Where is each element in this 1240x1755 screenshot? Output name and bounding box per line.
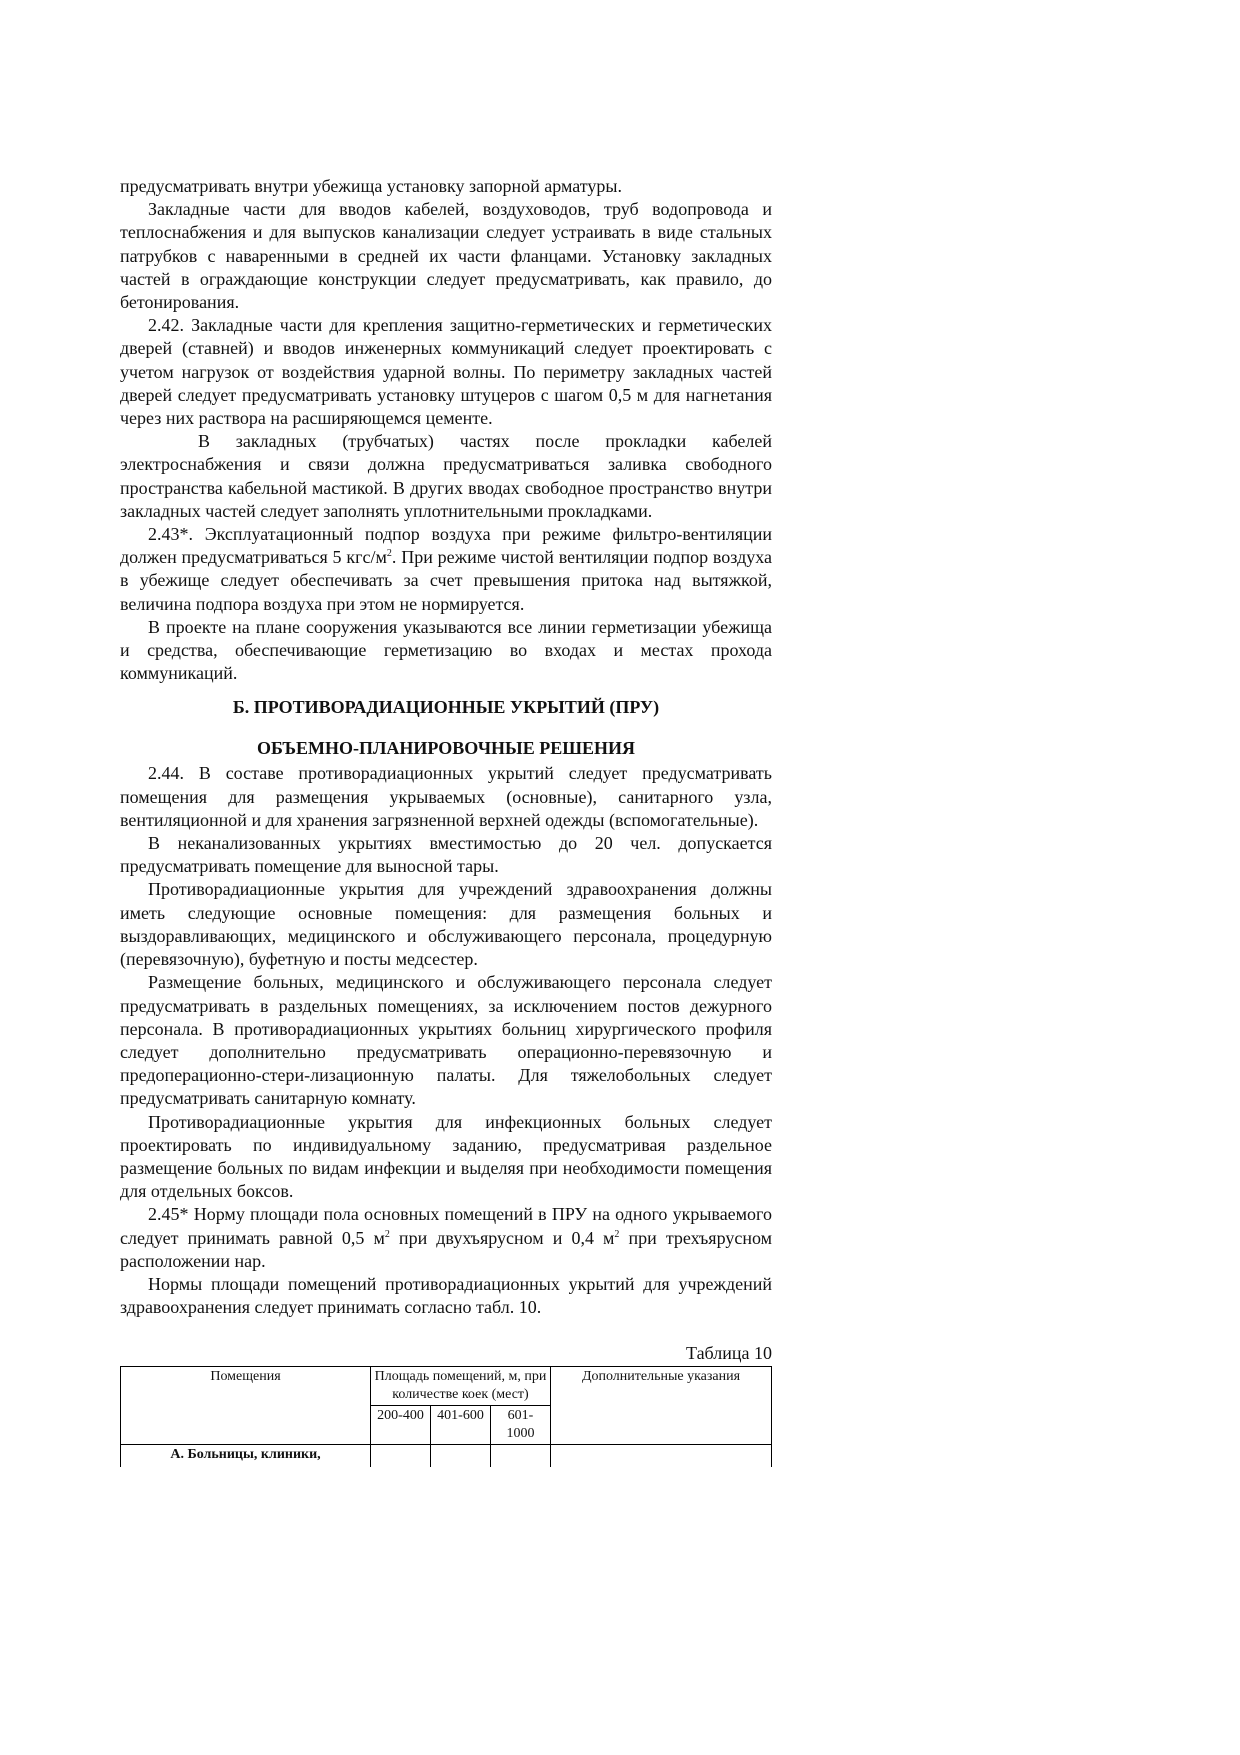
text-run: 2.45* Норму площади пола основных помещений в ПРУ на одного укрываемого следует принимать равной 0,5 м <box>120 1204 772 1248</box>
table-caption: Таблица 10 <box>686 1343 772 1364</box>
paragraph: В проекте на плане сооружения указываются все линии герметизации убежища и средства, обеспечивающие герметизацию во входах и местах прохода коммуникаций. <box>120 616 772 684</box>
table-row <box>121 1444 772 1467</box>
subsection-heading: ОБЪЕМНО-ПЛАНИРОВОЧНЫЕ РЕШЕНИЯ <box>256 738 635 759</box>
paragraph: 2.42. Закладные части для крепления защитно-герметических и герметических дверей (ставней) и вводов инженерных коммуникаций следует проектировать с учетом нагрузок от воздействия ударной волны. По периметру закладных частей дверей следует предусматривать установку штуцеров с шагом 0,5 м для нагнетания через них раствора на расширяющемся цементе. <box>120 315 772 429</box>
table-cell <box>551 1444 772 1467</box>
table-cell <box>491 1444 551 1467</box>
paragraph: 2.44. В составе противорадиационных укрытий следует предусматривать помещения для размещения укрываемых (основные), санитарного узла, вентиляционной и для хранения загрязненной верхней одежды (вспомогательные). <box>120 763 772 830</box>
document-page <box>120 175 772 1467</box>
paragraph: Нормы площади помещений противорадиационных укрытий для учреждений здравоохранения следует принимать согласно табл. 10. <box>120 1273 772 1318</box>
paragraph: В закладных (трубчатых) частях после прокладки кабелей электроснабжения и связи должна предусматриваться заливка свободного пространства кабельной мастикой. В других вводах свободное пространство внутри закладных частей следует заполнять уплотнительными прокладками. <box>120 431 772 521</box>
table-10 <box>120 1366 772 1467</box>
paragraph: Размещение больных, медицинского и обслуживающего персонала следует предусматривать в раздельных помещениях, за исключением постов дежурного персонала. В противорадиационных укрытиях больниц хирургического профиля следует дополнительно предусматривать операционно-перевязочную и предоперационно-стери-лизационную палаты. Для тяжелобольных следует предусматривать санитарную комнату. <box>120 972 772 1109</box>
paragraph: В неканализованных укрытиях вместимостью до 20 чел. допускается предусматривать помещение для выносной тары. <box>120 833 772 877</box>
superscript: 2 <box>614 1228 620 1240</box>
text-run: . При режиме чистой вентиляции подпор воздуха в убежище следует обеспечивать за счет превышения притока над вытяжкой, величина подпора воздуха при этом не нормируется. <box>120 547 772 614</box>
header-rooms: Помещения <box>121 1366 371 1444</box>
table-cell <box>371 1444 431 1467</box>
section-a-cell: А. Больницы, клиники, <box>121 1444 371 1467</box>
subheader-cell: 401-600 <box>431 1405 491 1444</box>
paragraph-2-43 <box>120 523 772 616</box>
table-cell <box>431 1444 491 1467</box>
text-run: при двухъярусном и 0,4 м <box>389 1227 615 1248</box>
subheader-cell: 200-400 <box>371 1405 431 1444</box>
paragraph: Противорадиационные укрытия для инфекционных больных следует проектировать по индивидуальному заданию, предусматривая раздельное размещение больных по видам инфекции и выделяя при необходимости помещения для отдельных боксов. <box>120 1111 772 1202</box>
paragraph: предусматривать внутри убежища установку запорной арматуры. <box>120 176 623 196</box>
table-header-row <box>121 1366 772 1405</box>
superscript: 2 <box>386 548 392 560</box>
paragraph-2-45 <box>120 1203 772 1273</box>
superscript: 2 <box>384 1228 390 1240</box>
paragraph: Противорадиационные укрытия для учреждений здравоохранения должны иметь следующие основные помещения: для размещения больных и выздоравливающих, медицинского и обслуживающего персонала, процедурную (перевязочную), буфетную и посты медсестер. <box>120 879 772 970</box>
section-heading: Б. ПРОТИВОРАДИАЦИОННЫЕ УКРЫТИЙ (ПРУ) <box>232 697 660 718</box>
subheader-cell: 601-1000 <box>491 1405 551 1444</box>
paragraph: Закладные части для вводов кабелей, воздуховодов, труб водопровода и теплоснабжения и для выпусков канализации следует устраивать в виде стальных патрубков с наваренными в средней их части фланцами. Установку закладных частей в ограждающие конструкции следует предусматривать, как правило, до бетонирования. <box>120 199 772 313</box>
text-run: 2.43*. Эксплуатационный подпор воздуха при режиме фильтро-вентиляции должен предусматриваться 5 кгс/м <box>120 524 772 568</box>
header-area: Площадь помещений, м, при количестве коек (мест) <box>371 1366 551 1405</box>
text-run: при трехъярусном расположении нар. <box>120 1227 773 1271</box>
header-notes: Дополнительные указания <box>551 1366 772 1444</box>
